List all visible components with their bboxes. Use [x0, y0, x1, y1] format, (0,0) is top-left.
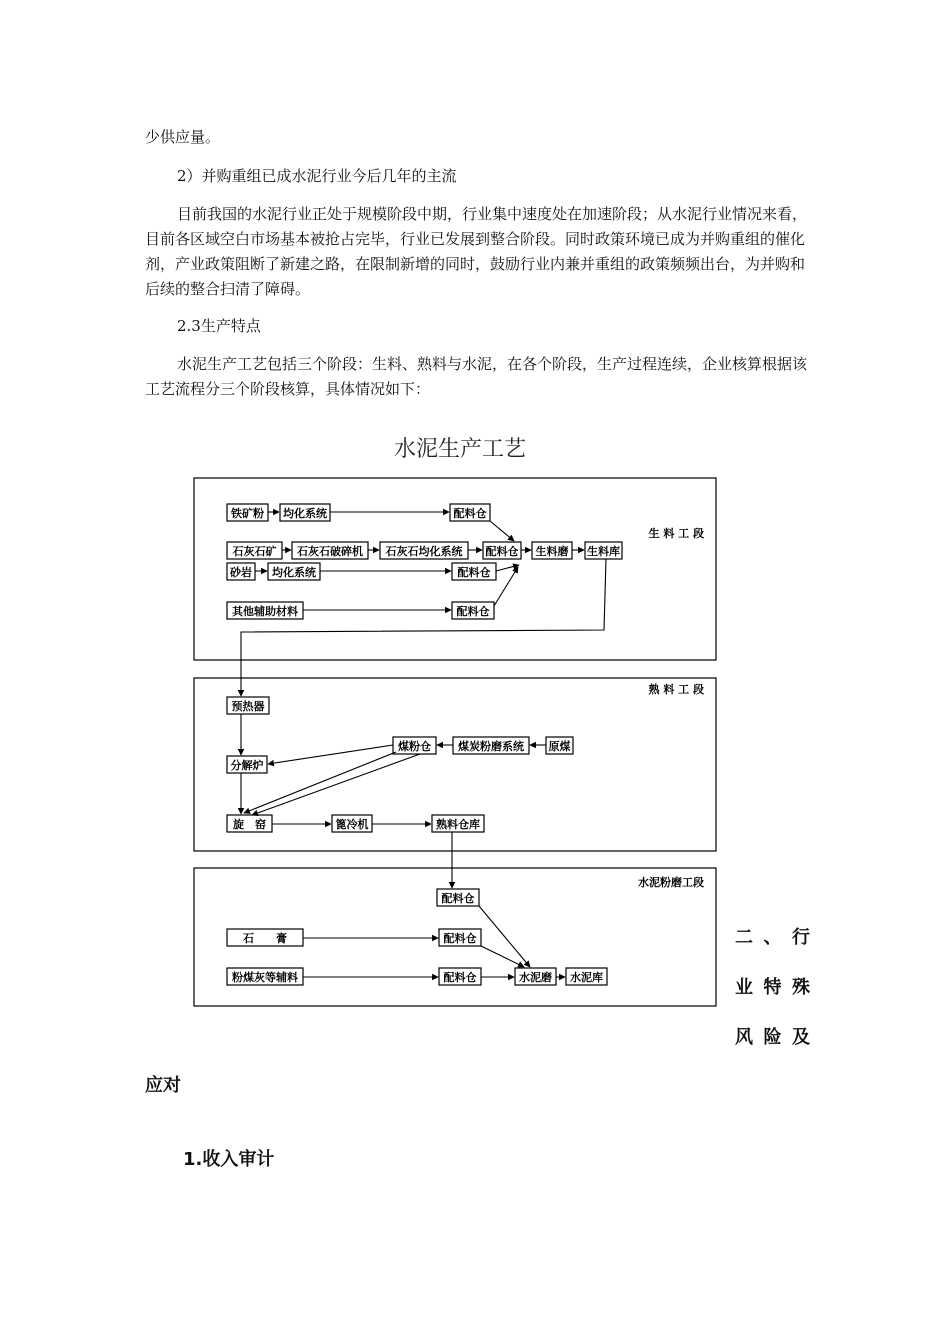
box-raw-store: 生料库 [587, 545, 620, 558]
box-clinker-store: 熟料仓库 [436, 818, 480, 831]
box-aux-material: 其他辅助材料 [232, 605, 298, 618]
box-fly-ash: 粉煤灰等辅料 [232, 971, 298, 984]
box-limestone-homogenizer: 石灰石均化系统 [385, 545, 463, 558]
box-batch-bin: 配料仓 [456, 605, 490, 618]
sub-heading: 2）并购重组已成水泥行业今后几年的主流 [177, 167, 457, 185]
box-limestone: 石灰石矿 [232, 545, 277, 558]
box-homogenizer: 均化系统 [283, 507, 327, 520]
section-heading-part: 二、行 [735, 927, 810, 948]
box-cement-mill: 水泥磨 [519, 971, 552, 984]
box-batch-bin: 配料仓 [457, 566, 491, 579]
box-raw-mill: 生料磨 [535, 545, 569, 558]
box-batch-bin: 配料仓 [441, 892, 475, 905]
box-coal-mill: 煤炭粉磨系统 [458, 740, 524, 753]
section-heading: 2.3生产特点 [177, 317, 261, 335]
text-line: 少供应量。 [145, 128, 221, 146]
stage-label: 生 料 工 段 [648, 527, 704, 540]
box-crusher: 石灰石破碎机 [297, 545, 363, 558]
section-heading-part: 应对 [145, 1075, 181, 1096]
box-iron-ore: 铁矿粉 [231, 507, 264, 520]
sub-heading: 1.收入审计 [183, 1149, 275, 1170]
section-heading-part: 业特殊 [735, 977, 810, 998]
stage-label: 熟 料 工 段 [648, 683, 704, 696]
box-raw-coal: 原煤 [548, 740, 571, 753]
box-rotary-kiln: 旋 窑 [233, 818, 266, 831]
box-batch-bin: 配料仓 [443, 971, 477, 984]
paragraph: 目前我国的水泥行业正处于规模阶段中期，行业集中速度处在加速阶段；从水泥行业情况来看，目前各区域空白市场基本被抢占完毕，行业已发展到整合阶段。同时政策环境已成为并购重组的催化剂，产业政策阻断了新建之路，在限制新增的同时，鼓励行业内兼并重组的政策频频出台，为并购和后续的整合扫清了障碍。 [145, 205, 808, 298]
box-sandstone: 砂岩 [230, 566, 252, 579]
box-batch-bin: 配料仓 [453, 507, 487, 520]
box-batch-bin: 配料仓 [443, 932, 477, 945]
box-batch-bin: 配料仓 [485, 545, 519, 558]
box-calciner: 分解炉 [230, 759, 264, 772]
box-coal-bin: 煤粉仓 [398, 740, 431, 753]
paragraph: 水泥生产工艺包括三个阶段：生料、熟料与水泥，在各个阶段，生产过程连续，企业核算根据该工艺流程分三个阶段核算，具体情况如下： [145, 355, 808, 398]
box-grate-cooler: 篦冷机 [335, 818, 369, 831]
box-gypsum: 石 膏 [243, 932, 287, 945]
diagram-title: 水泥生产工艺 [393, 437, 527, 462]
box-homogenizer: 均化系统 [272, 566, 316, 579]
box-cement-store: 水泥库 [570, 971, 603, 984]
stage-label: 水泥粉磨工段 [638, 876, 704, 889]
box-preheater: 预热器 [231, 700, 265, 713]
section-heading-part: 风险及 [735, 1027, 810, 1048]
